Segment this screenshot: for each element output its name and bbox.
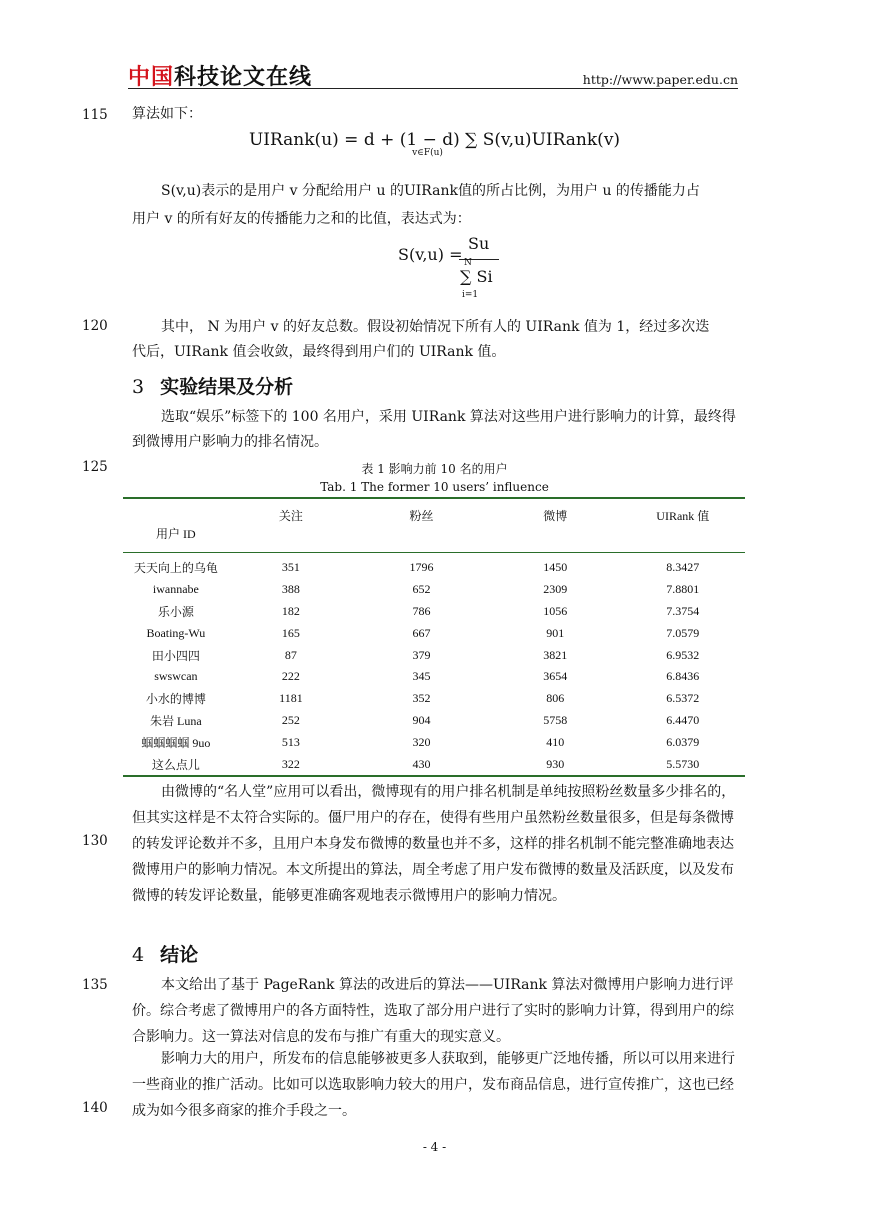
cell-follow: 222	[281, 669, 300, 684]
page-number: - 4 -	[422, 1140, 447, 1154]
cell-weibo: 901	[546, 625, 565, 640]
formula-svu-den: ∑ Si	[460, 267, 493, 286]
section-number: 3	[132, 376, 145, 398]
n-desc-line2: 代后，UIRank 值会收敛，最终得到用户们的 UIRank 值。	[132, 344, 506, 360]
line-number: 135	[82, 977, 108, 993]
header-url[interactable]: http://www.paper.edu.cn	[582, 72, 738, 87]
cell-follow: 322	[281, 756, 300, 771]
cell-uirank: 6.9532	[666, 647, 700, 662]
cell-weibo: 410	[546, 734, 565, 749]
cell-uirank: 5.5730	[666, 756, 700, 771]
table-row	[123, 644, 745, 666]
table-caption-en: Tab. 1 The former 10 users’ influence	[320, 480, 549, 494]
cell-user: swswcan	[154, 669, 198, 684]
header-fans: 粉丝	[409, 509, 434, 523]
cell-weibo: 2309	[543, 582, 568, 597]
cell-user: iwannabe	[152, 582, 199, 597]
line-number: 140	[82, 1100, 108, 1116]
cell-follow: 388	[281, 582, 300, 597]
line-number: 130	[82, 833, 108, 849]
formula-uirank	[0, 130, 869, 158]
cell-uirank: 8.3427	[666, 560, 700, 575]
cell-fans: 667	[412, 625, 431, 640]
formula-uirank-sub: v∈F(u)	[412, 148, 443, 158]
cell-weibo: 5758	[543, 712, 568, 727]
header-weibo: 微博	[543, 509, 568, 523]
table-row	[123, 731, 745, 753]
line-number: 120	[82, 318, 108, 334]
cell-fans: 904	[412, 712, 431, 727]
svu-desc-line1: S(v,u)表示的是用户 v 分配给用户 u 的UIRank值的所占比例，为用户 u 的传播能力占	[161, 183, 700, 199]
table-row	[123, 710, 745, 732]
formula-svu-lhs: S(v,u) =	[398, 245, 463, 264]
cell-follow: 1181	[279, 691, 303, 706]
header-uirank: UIRank 值	[656, 509, 710, 523]
cell-user: 天天向上的乌龟	[133, 561, 218, 576]
journal-logo	[128, 60, 312, 91]
table-row	[123, 601, 745, 623]
formula-uirank-text: UIRank(u) = d + (1 − d) ∑ S(v,u)UIRank(v)	[248, 130, 621, 150]
analysis-paragraph: 由微博的“名人堂”应用可以看出，微博现有的用户排名机制是单纯按照粉丝数量多少排名的，但其实这样是不太符合实际的。僵尸用户的存在，使得有些用户虽然粉丝数量很多，但是每条微博的转发评论数并不多，且用户本身发布微博的数量也并不多，这样的排名机制不能完整准确地表达微博用户的影响力情况。本文所提出的算法，周全考虑了用户发布微博的数量及活跃度，以及发布微博的转发评论数量，能够更准确客观地表示微博用户的影响力情况。	[132, 784, 736, 904]
cell-fans: 430	[412, 756, 431, 771]
cell-fans: 786	[412, 603, 431, 618]
cell-user: 朱岩 Luna	[150, 713, 202, 728]
header-rule	[128, 88, 738, 89]
table-row	[123, 579, 745, 601]
cell-user: Boating-Wu	[146, 625, 206, 640]
cell-follow: 87	[284, 647, 297, 662]
cell-weibo: 806	[546, 691, 565, 706]
cell-uirank: 6.4470	[666, 712, 700, 727]
cell-weibo: 3821	[543, 647, 568, 662]
section-4-heading	[132, 942, 738, 968]
cell-uirank: 6.5372	[666, 691, 700, 706]
svu-desc-line2: 用户 v 的所有好友的传播能力之和的比值，表达式为：	[132, 211, 471, 227]
table-header-row	[123, 498, 745, 553]
table-row	[123, 688, 745, 710]
cell-user: 田小四四	[151, 648, 200, 663]
cell-uirank: 7.3754	[666, 603, 700, 618]
section-title: 结论	[160, 944, 199, 966]
table-row	[123, 553, 745, 579]
cell-follow: 252	[281, 712, 300, 727]
section-3-heading	[132, 374, 738, 400]
line-number: 125	[82, 459, 108, 475]
cell-uirank: 6.0379	[666, 734, 700, 749]
cell-fans: 345	[412, 669, 431, 684]
cell-weibo: 1056	[543, 603, 568, 618]
cell-fans: 652	[412, 582, 431, 597]
formula-svu	[398, 230, 508, 302]
cell-weibo: 3654	[543, 669, 568, 684]
table-row	[123, 622, 745, 644]
header-follow: 关注	[278, 509, 303, 523]
cell-uirank: 7.8801	[666, 582, 700, 597]
conclusion-paragraph-1: 本文给出了基于 PageRank 算法的改进后的算法——UIRank 算法对微博用户影响力进行评价。综合考虑了微博用户的各方面特性，选取了部分用户进行了实时的影响力计算，得到用户的综合影响力。这一算法对信息的发布与推广有重大的现实意义。	[132, 977, 734, 1045]
table-row	[123, 753, 745, 776]
cell-user: 蝈蝈蝈蝈 9uo	[141, 735, 211, 750]
cell-fans: 1796	[409, 560, 434, 575]
cell-uirank: 6.8436	[666, 669, 700, 684]
cell-user: 乐小源	[157, 604, 194, 619]
cell-weibo: 1450	[543, 560, 568, 575]
influence-table	[123, 497, 745, 777]
algo-intro: 算法如下：	[132, 106, 202, 122]
cell-weibo: 930	[546, 756, 565, 771]
line-number: 115	[82, 107, 108, 123]
cell-uirank: 7.0579	[666, 625, 700, 640]
formula-svu-bottom: i=1	[462, 290, 479, 300]
table-caption-cn: 表 1 影响力前 10 名的用户	[361, 462, 508, 476]
cell-fans: 320	[412, 734, 431, 749]
logo-black-text: 科技论文在线	[174, 65, 313, 90]
n-desc-line1: 其中， N 为用户 v 的好友总数。假设初始情况下所有人的 UIRank 值为 1，经过多次迭	[161, 319, 710, 335]
header-user-id: 用户 ID	[156, 527, 196, 541]
cell-follow: 513	[281, 734, 300, 749]
cell-fans: 379	[412, 647, 431, 662]
section-3-paragraph: 选取“娱乐”标签下的 100 名用户，采用 UIRank 算法对这些用户进行影响力的计算，最终得到微博用户影响力的排名情况。	[132, 409, 736, 450]
cell-user: 这么点儿	[151, 757, 200, 772]
section-number: 4	[132, 944, 145, 966]
formula-svu-top: N	[464, 258, 472, 268]
table-row	[123, 666, 745, 688]
formula-svu-num: Su	[468, 234, 490, 253]
cell-follow: 182	[281, 603, 300, 618]
cell-follow: 165	[281, 625, 300, 640]
section-title: 实验结果及分析	[160, 376, 294, 398]
logo-red-text: 中国	[128, 65, 175, 90]
cell-user: 小水的博博	[145, 692, 206, 707]
conclusion-paragraph-2: 影响力大的用户，所发布的信息能够被更多人获取到，能够更广泛地传播，所以可以用来进行一些商业的推广活动。比如可以选取影响力较大的用户，发布商品信息，进行宣传推广，这也已经成为如今很多商家的推介手段之一。	[132, 1051, 735, 1119]
cell-fans: 352	[412, 691, 431, 706]
cell-follow: 351	[281, 560, 300, 575]
